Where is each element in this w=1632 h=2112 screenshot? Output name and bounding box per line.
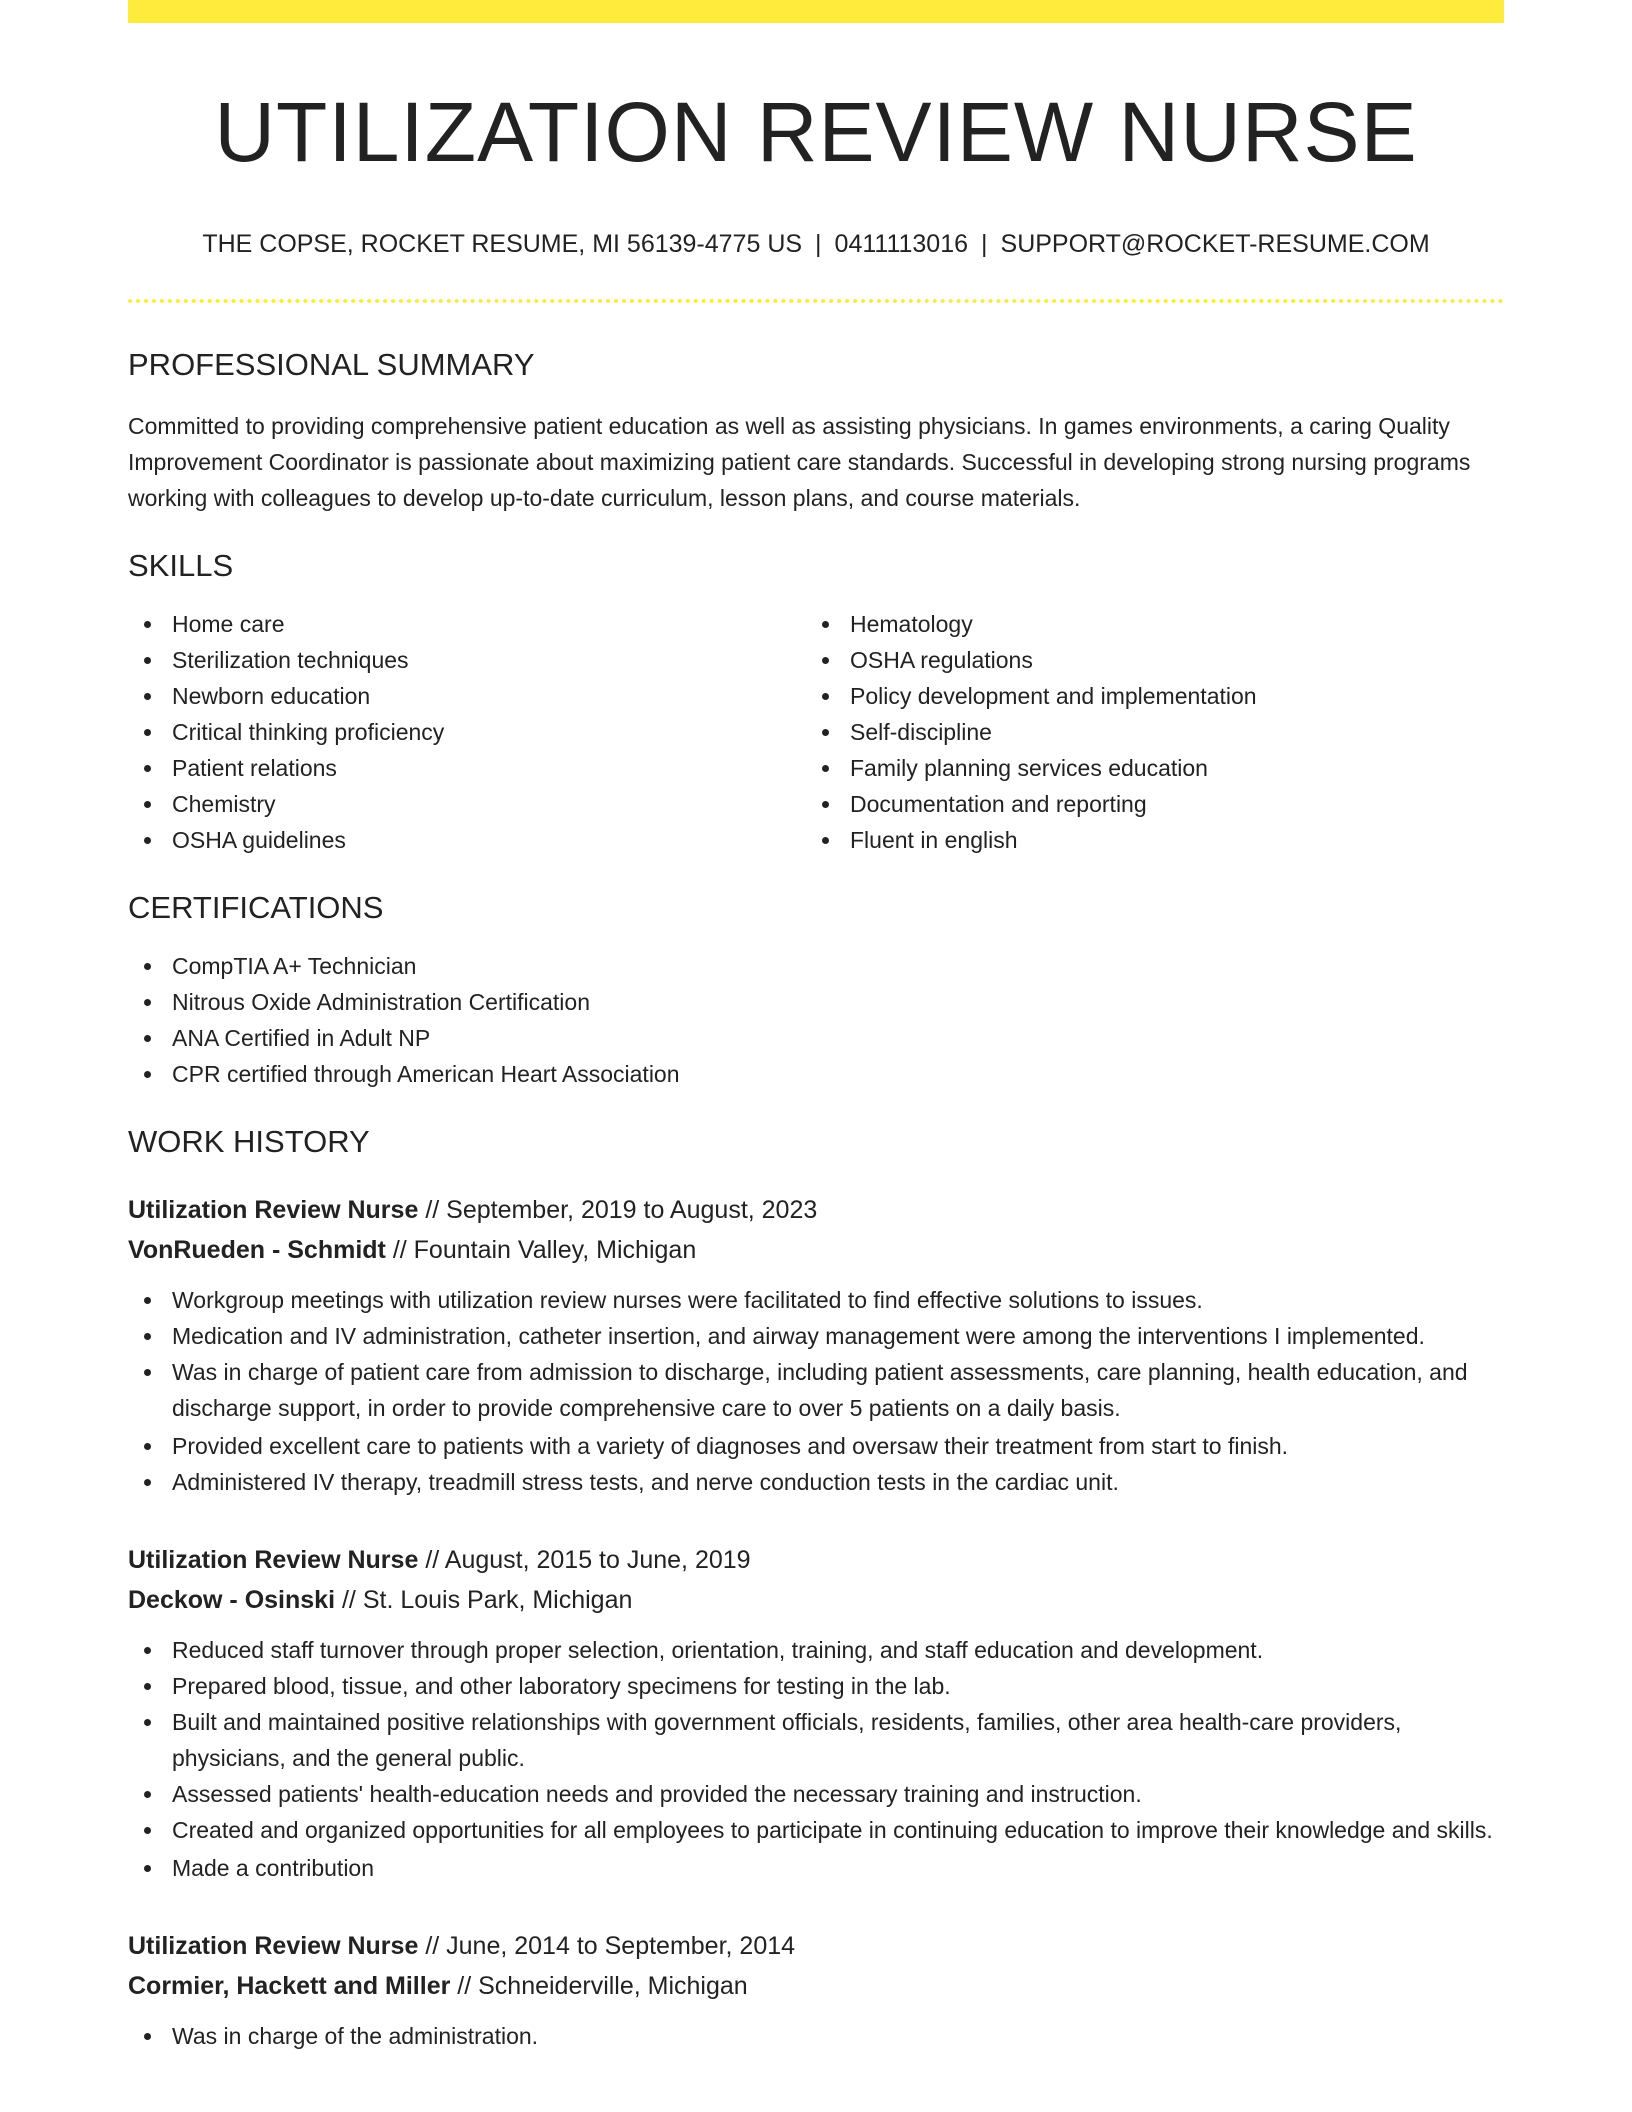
job-entry xyxy=(128,1540,1504,1886)
skill-item: OSHA guidelines xyxy=(128,822,806,858)
job-company-line xyxy=(128,1966,1504,2006)
job-role: Utilization Review Nurse xyxy=(128,1195,419,1224)
job-company-line xyxy=(128,1580,1504,1620)
job-bullet: Made a contribution xyxy=(128,1850,1504,1886)
job-dates: // June, 2014 to September, 2014 xyxy=(425,1931,796,1960)
job-bullet: Built and maintained positive relationships with government officials, residents, families, other area health-care providers, physicians, and the general public. xyxy=(128,1704,1504,1776)
job-bullet: Was in charge of the administration. xyxy=(128,2018,1504,2054)
skill-item: Chemistry xyxy=(128,786,806,822)
skill-item: Critical thinking proficiency xyxy=(128,714,806,750)
skills-columns xyxy=(128,606,1504,858)
resume-page xyxy=(128,0,1504,2054)
contact-email: SUPPORT@ROCKET-RESUME.COM xyxy=(1000,229,1430,258)
skill-item: Fluent in english xyxy=(806,822,1484,858)
certification-item: CompTIA A+ Technician xyxy=(128,948,1504,984)
work-history-section xyxy=(128,1124,1504,2054)
work-history-heading: WORK HISTORY xyxy=(128,1123,370,1159)
contact-separator: | xyxy=(815,229,822,258)
certifications-section xyxy=(128,890,1504,1092)
job-bullet: Assessed patients' health-education needs and provided the necessary training and instruction. xyxy=(128,1776,1504,1812)
top-accent-bar xyxy=(128,0,1504,23)
skills-heading: SKILLS xyxy=(128,547,234,583)
job-company: Cormier, Hackett and Miller xyxy=(128,1971,451,2000)
job-entry xyxy=(128,1926,1504,2054)
job-title-line xyxy=(128,1926,1504,1966)
skills-list-left xyxy=(128,606,806,858)
skill-item: Self-discipline xyxy=(806,714,1484,750)
job-bullet: Medication and IV administration, catheter insertion, and airway management were among the interventions I implemented. xyxy=(128,1318,1504,1354)
contact-phone: 0411113016 xyxy=(834,229,969,258)
job-bullets xyxy=(128,2018,1504,2054)
job-location: // Fountain Valley, Michigan xyxy=(392,1235,697,1264)
job-bullet: Provided excellent care to patients with a variety of diagnoses and oversaw their treatment from start to finish. xyxy=(128,1428,1504,1464)
skill-item: Family planning services education xyxy=(806,750,1484,786)
skills-section xyxy=(128,548,1504,858)
certifications-list xyxy=(128,948,1504,1092)
certification-item: ANA Certified in Adult NP xyxy=(128,1020,1504,1056)
contact-line xyxy=(128,230,1504,259)
job-bullet: Workgroup meetings with utilization review nurses were facilitated to find effective solutions to issues. xyxy=(128,1282,1504,1318)
job-company: VonRueden - Schmidt xyxy=(128,1235,386,1264)
header-divider xyxy=(128,299,1504,303)
job-bullet: Was in charge of patient care from admission to discharge, including patient assessments, care planning, health education, and discharge support, in order to provide comprehensive care to over 5 patients on a daily basis. xyxy=(128,1354,1504,1426)
skill-item: Sterilization techniques xyxy=(128,642,806,678)
job-entry xyxy=(128,1190,1504,1500)
job-title-line xyxy=(128,1540,1504,1580)
job-company: Deckow - Osinski xyxy=(128,1585,336,1614)
skill-item: Documentation and reporting xyxy=(806,786,1484,822)
summary-text: Committed to providing comprehensive patient education as well as assisting physicians. In games environments, a caring Quality Improvement Coordinator is passionate about maximizing patient care standards. Successful in developing strong nursing programs working with colleagues to develop up-to-date curriculum, lesson plans, and course materials. xyxy=(128,412,1471,511)
job-bullets xyxy=(128,1632,1504,1886)
job-location: // Schneiderville, Michigan xyxy=(457,1971,748,2000)
summary-heading: PROFESSIONAL SUMMARY xyxy=(128,346,535,382)
job-role: Utilization Review Nurse xyxy=(128,1931,419,1960)
job-bullets xyxy=(128,1282,1504,1500)
certification-item: Nitrous Oxide Administration Certification xyxy=(128,984,1504,1020)
skill-item: Policy development and implementation xyxy=(806,678,1484,714)
job-bullet: Administered IV therapy, treadmill stress tests, and nerve conduction tests in the cardiac unit. xyxy=(128,1464,1504,1500)
certifications-heading: CERTIFICATIONS xyxy=(128,889,384,925)
contact-address: THE COPSE, ROCKET RESUME, MI 56139-4775 US xyxy=(202,229,803,258)
skill-item: Hematology xyxy=(806,606,1484,642)
job-role: Utilization Review Nurse xyxy=(128,1545,419,1574)
job-dates: // August, 2015 to June, 2019 xyxy=(425,1545,751,1574)
skill-item: Patient relations xyxy=(128,750,806,786)
contact-separator: | xyxy=(981,229,988,258)
job-location: // St. Louis Park, Michigan xyxy=(341,1585,633,1614)
job-title-line xyxy=(128,1190,1504,1230)
job-company-line xyxy=(128,1230,1504,1270)
skill-item: Home care xyxy=(128,606,806,642)
job-bullet: Prepared blood, tissue, and other laboratory specimens for testing in the lab. xyxy=(128,1668,1504,1704)
certification-item: CPR certified through American Heart Association xyxy=(128,1056,1504,1092)
skill-item: OSHA regulations xyxy=(806,642,1484,678)
job-bullet: Reduced staff turnover through proper selection, orientation, training, and staff education and development. xyxy=(128,1632,1504,1668)
skill-item: Newborn education xyxy=(128,678,806,714)
resume-title: UTILIZATION REVIEW NURSE xyxy=(214,85,1418,179)
job-bullet: Created and organized opportunities for all employees to participate in continuing education to improve their knowledge and skills. xyxy=(128,1812,1504,1848)
skills-list-right xyxy=(806,606,1484,858)
job-dates: // September, 2019 to August, 2023 xyxy=(425,1195,818,1224)
